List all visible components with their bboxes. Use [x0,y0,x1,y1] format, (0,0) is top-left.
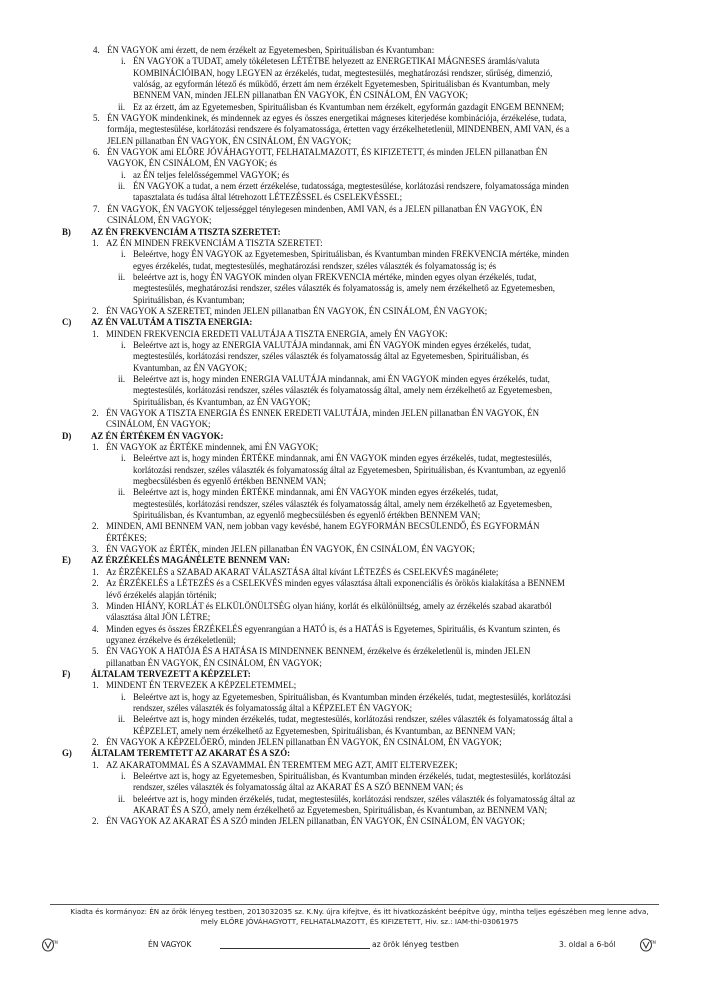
line-text: Minden HIÁNY, KORLÁT és ELKÜLÖNÜLTSÉG olyan hiány, korlát és elkülönültség, amely az érzékelés szabad akaratból [106,600,552,611]
item-marker: i. [121,771,126,781]
item-continuation [0,635,707,646]
sub-item [0,340,707,351]
sub-item [0,249,707,260]
item-marker: 2. [92,408,99,418]
line-text: korlátozási rendszer, széles választék és folyamatosság által az Egyetemesben, Spirituálisban, és Kvantumban, az egyenlő [133,464,566,475]
item-marker: 1. [92,759,99,770]
item-marker: 2. [92,521,99,532]
section-heading [0,555,707,566]
line-text: BENNEM VAN, minden JELEN pillanatban ÉN VAGYOK, ÉN CSINÁLOM, ÉN VAGYOK; [133,90,469,101]
numbered-item [0,204,707,215]
line-text: ÉN VAGYOK A HATÓJA ÉS A HATÁSA IS MINDENNEK BENNEM, érzékelve és érzékeletlenül is, minden JELEN [106,646,531,657]
line-text: ÉN VAGYOK ami érzett, de nem érzékelt az Egyetemesben, Spirituálisban és Kvantumban: [107,45,435,55]
item-marker: 1. [92,442,99,453]
item-marker: 1. [92,328,99,339]
numbered-item [0,147,707,158]
line-text: Az ÉRZÉKELÉS a LÉTEZÉS és a CSELEKVÉS minden egyes választása általi exponenciális és örökös kialakítása a BENNEM [106,578,565,589]
item-marker: ii. [118,271,126,282]
sub-item-continuation [0,295,707,306]
line-text: beleértve azt is, hogy minden érzékelés, tudat, megtestesülés, korlátozási rendszer, széles választék és folyamatosság által az [133,793,576,804]
seal-logo-icon [640,938,656,952]
line-text: ÉN VAGYOK A KÉPZELŐERŐ, minden JELEN pillanatban ÉN VAGYOK, ÉN CSINÁLOM, ÉN VAGYOK; [106,736,502,747]
numbered-item [0,646,707,657]
seal-logo-icon [42,938,58,952]
numbered-item [0,544,707,555]
sub-item-continuation [0,192,707,203]
sub-item [0,487,707,498]
numbered-item [0,816,707,827]
item-marker: F) [62,668,71,679]
line-text: Beleértve azt is, hogy az ENERGIA VALUTÁJA mindannak, ami ÉN VAGYOK minden egyes érzékelés, tudat, [133,339,532,350]
numbered-item [0,329,707,340]
item-marker: D) [62,430,72,441]
item-marker: ii. [118,793,126,804]
line-text: az ÉN teljes felelősségemmel VAGYOK; és [133,169,290,180]
item-marker: 1. [92,237,99,248]
item-marker: 2. [92,816,99,827]
item-marker: 1. [92,680,99,691]
sub-item-continuation [0,68,707,79]
line-text: JELEN pillanatban ÉN VAGYOK, ÉN CSINÁLOM, ÉN VAGYOK; [107,135,352,146]
line-text: KÉPZELET, amely nem érzékelhető az Egyetemesben, Spirituálisban, és Kvantumban, az BENNEM VAN; [133,725,516,736]
item-marker: i. [121,249,126,260]
line-text: ÉN VAGYOK, ÉN VAGYOK teljességgel ténylegesen mindenben, AMI VAN, és a JELEN pillanatban ÉN VAGYOK, ÉN [107,203,543,214]
numbered-item [0,408,707,419]
line-text: megtestesülés, korlátozási rendszer, széles választék és folyamatosság által, amely nem érzékelhető az Egyetemesben, [133,385,553,396]
sub-item-continuation [0,79,707,90]
sub-item [0,453,707,464]
sub-item-continuation [0,805,707,816]
sub-item-continuation [0,782,707,793]
numbered-item [0,567,707,578]
numbered-item [0,306,707,317]
sub-item-continuation [0,385,707,396]
item-marker: ii. [118,714,126,725]
item-marker: ii. [118,487,126,498]
footer-signer: ÉN VAGYOK [148,940,192,949]
sub-item-continuation [0,726,707,737]
item-continuation [0,590,707,601]
sub-item-continuation [0,465,707,476]
line-text: ÉRTÉKES; [106,532,147,543]
item-marker: 1. [92,566,99,577]
section-heading [0,748,707,759]
item-marker: 5. [93,113,100,124]
line-text: Beleértve azt is, hogy minden ÉRTÉKE mindannak, ami ÉN VAGYOK minden egyes érzékelés, tudat, [133,487,499,498]
item-marker: ii. [118,373,126,384]
numbered-item [0,442,707,453]
line-text: megtestesülés, meghatározási rendszer, széles választék és folyamatosság is, amely nem érzékelhető az Egyetemesben, [133,283,556,294]
line-text: MINDEN, AMI BENNEM VAN, nem jobban vagy kevésbé, hanem EGYFORMÁN BECSÜLENDŐ, ÉS EGYFORMÁN [106,521,540,532]
sub-item [0,56,707,67]
item-marker: 6. [93,147,100,158]
numbered-item [0,521,707,532]
sub-item [0,794,707,805]
line-text: KOMBINÁCIÓIBAN, hogy LEGYEN az érzékelés, tudat, megtestesülés, meghatározási rendszer, sűrűség, dimenzió, [133,67,553,78]
item-continuation [0,612,707,623]
page-number: 3. oldal a 6-ból [559,940,616,949]
line-text: Az ÉRZÉKELÉS a SZABAD AKARAT VÁLASZTÁSA által kívánt LÉTEZÉS és CSELEKVÉS magánélete; [106,566,499,577]
numbered-item [0,113,707,124]
document-body [0,45,707,828]
line-text: AZ ÉN FREKVENCIÁM A TISZTA SZERETET: [91,226,281,237]
line-text: AZ ÉN VALUTÁM A TISZTA ENERGIA: [91,317,253,328]
line-text: Beleértve azt is, hogy az Egyetemesben, Spirituálisban, és Kvantumban minden érzékelés, tudat, megtestesülés, korlátozási [133,771,571,781]
item-marker: ii. [118,181,126,192]
svg-text:TM: TM [650,940,656,945]
line-text: választása által JÖN LÉTRE; [106,612,211,623]
line-text: megbecsülésben és egyenlő értékben BENNEM VAN; [133,476,327,487]
item-marker: 3. [92,544,99,555]
line-text: MINDEN FREKVENCIA EREDETI VALUTÁJA A TISZTA ENERGIA, amely ÉN VAGYOK: [106,328,448,339]
sub-item-continuation [0,90,707,101]
line-text: MINDENT ÉN TERVEZEK A KÉPZELETEMMEL; [106,680,297,691]
sub-item-continuation [0,510,707,521]
item-marker: i. [121,339,126,350]
section-heading [0,431,707,442]
line-text: egyes érzékelés, tudat, megtestesülés, meghatározási rendszer, széles választék és folyamatosság is; és [133,260,497,271]
item-marker: E) [62,555,71,566]
line-text: Spirituálisban, és Kvantumban, az egyenlő megbecsülésben és egyenlő értékben BENNEM VAN; [133,510,481,521]
numbered-item [0,578,707,589]
item-continuation [0,215,707,226]
line-text: ÁLTALAM TEREMTETT AZ AKARAT ÉS A SZÓ: [91,748,291,759]
line-text: Minden egyes és összes ÉRZÉKELÉS egyenrangúan a HATÓ is, és a HATÁS is Egyetemes, Spirituális, és Kvantum szinten, és [106,623,561,634]
item-continuation [0,124,707,135]
line-text: AZ AKARATOMMAL ÉS A SZAVAMMAL ÉN TEREMTEM MEG AZT, AMIT ELTERVEZEK; [106,759,458,770]
line-text: Kvantumban, az ÉN VAGYOK; [133,362,248,373]
line-text: Beleértve azt is, hogy minden érzékelés, tudat, megtestesülés, korlátozási rendszer, széles választék és folyamatosság által a [133,714,573,725]
item-marker: 2. [92,305,99,316]
line-text: ÉN VAGYOK az ÉRTÉKE mindennek, ami ÉN VAGYOK; [106,442,319,453]
sub-item-continuation [0,351,707,362]
line-text: ÁLTALAM TERVEZETT A KÉPZELET: [91,668,251,679]
line-text: VAGYOK, ÉN CSINÁLOM, ÉN VAGYOK; és [107,158,277,169]
footer-notice-line2: mely ELŐRE JÓVÁHAGYOTT, FELHATALMAZOTT, ÉS KIFIZETETT, Hiv. sz.: IAM-thi-03061975 [200,916,519,926]
sub-item [0,374,707,385]
sub-item-continuation [0,476,707,487]
line-text: ÉN VAGYOK a tudat, a nem érzett érzékelése, tudatossága, megtestesülése, korlátozási rendszere, folyamatossága minden [133,181,569,192]
sub-item-continuation [0,261,707,272]
sub-item [0,714,707,725]
line-text: Beleértve azt is, hogy az Egyetemesben, Spirituálisban, és Kvantumban minden érzékelés, tudat, megtestesülés, korlátozási [133,691,571,702]
item-continuation [0,158,707,169]
sub-item-continuation [0,283,707,294]
line-text: megtestesülés, korlátozási rendszer, széles választék és folyamatosság által, amely nem érzékelhető az Egyetemesben, [133,498,553,509]
numbered-item [0,601,707,612]
item-marker: 7. [93,203,100,214]
item-continuation [0,419,707,430]
numbered-item [0,737,707,748]
item-marker: 2. [92,578,99,589]
line-text: CSINÁLOM, ÉN VAGYOK; [106,419,211,430]
line-text: ÉN VAGYOK A SZERETET, minden JELEN pillanatban ÉN VAGYOK, ÉN CSINÁLOM, ÉN VAGYOK; [106,305,488,316]
line-text: Ez az érzett, ám az Egyetemesben, Spirituálisban és Kvantumban nem érzékelt, egyformán gazdagít ENGEM BENNEM; [133,101,565,112]
item-marker: 4. [93,45,100,55]
item-marker: i. [121,453,126,464]
line-text: valóság, az egyformán létező és működő, érzett ám nem érzékelt Egyetemesben, Spirituálisban és Kvantumban, mely [133,79,550,90]
item-continuation [0,136,707,147]
line-text: rendszer, széles választék és folyamatosság által a KÉPZELET ÉN VAGYOK; [133,702,413,713]
sub-item-continuation [0,397,707,408]
line-text: ÉN VAGYOK AZ AKARAT ÉS A SZÓ minden JELEN pillanatban, ÉN VAGYOK, ÉN CSINÁLOM, ÉN VAGYOK; [106,816,525,827]
footer-divider [50,904,659,905]
line-text: AZ ÉRZÉKELÉS MAGÁNÉLETE BENNEM VAN: [91,555,290,566]
footer-notice-line1: Kiadta és kormányoz: ÉN az örök lényeg testben, 2013032035 sz. K.Ny. újra kifejtve, és itt hivatkozásként beépítve úgy, mintha teljes egészében meg lenne adva, [70,907,649,916]
line-text: ÉN VAGYOK mindenkinek, és mindennek az egyes és összes energetikai mágneses kiterjedése kombinációja, érzékelése, tudata, [107,113,567,124]
svg-text:TM: TM [52,940,58,945]
item-marker: 5. [92,646,99,657]
line-text: Beleértve, hogy ÉN VAGYOK az Egyetemesben, Spirituálisban, és Kvantumban minden FREKVENCIA mértéke, minden [133,249,569,260]
line-text: pillanatban ÉN VAGYOK, ÉN CSINÁLOM, ÉN VAGYOK; [106,657,322,668]
line-text: tapasztalata és tudása által létrehozott LÉTEZÉSSEL és CSELEKVÉSSEL; [133,192,403,203]
numbered-item [0,45,707,56]
line-text: ugyanez érzékelve és érzékeletlenül; [106,634,236,645]
item-marker: B) [62,226,71,237]
numbered-item [0,624,707,635]
item-marker: i. [121,56,126,67]
section-heading [0,317,707,328]
sub-item-continuation [0,499,707,510]
sub-item-continuation [0,363,707,374]
line-text: CSINÁLOM, ÉN VAGYOK; [107,215,212,226]
footer-notice [24,907,695,926]
line-text: AZ ÉN MINDEN FREKVENCIÁM A TISZTA SZERETET: [106,237,323,248]
section-heading [0,227,707,238]
item-marker: 2. [92,736,99,747]
sub-item [0,272,707,283]
numbered-item [0,238,707,249]
item-marker: 4. [92,623,99,634]
line-text: ÉN VAGYOK A TISZTA ENERGIA ÉS ENNEK EREDETI VALUTÁJA, minden JELEN pillanatban ÉN VAGYOK, ÉN [106,408,539,418]
sub-item [0,170,707,181]
item-continuation [0,658,707,669]
numbered-item [0,680,707,691]
item-marker: 3. [92,600,99,611]
line-text: ÉN VAGYOK a TUDAT, amely tökéletesen LÉTÉTBE helyezett az ENERGETIKAI MÁGNESES áramlás/valuta [133,56,540,67]
line-text: ÉN VAGYOK ami ELŐRE JÓVÁHAGYOTT, FELHATALMAZOTT, ÉS KIFIZETETT, és minden JELEN pillanatban ÉN [107,147,548,158]
section-heading [0,669,707,680]
line-text: Beleértve azt is, hogy minden ENERGIA VALUTÁJA mindannak, ami ÉN VAGYOK minden egyes érzékelés, tudat, [133,373,550,384]
sub-item [0,102,707,113]
line-text: Beleértve azt is, hogy minden ÉRTÉKE mindannak, ami ÉN VAGYOK minden egyes érzékelés, tudat, megtestesülés, [133,453,552,464]
item-continuation [0,533,707,544]
item-marker: ii. [118,101,126,112]
line-text: AZ ÉN ÉRTÉKEM ÉN VAGYOK: [91,430,224,441]
line-text: rendszer, széles választék és folyamatosság által az AKARAT ÉS A SZÓ BENNEM VAN; és [133,782,463,793]
line-text: megtestesülés, korlátozási rendszer, széles választék és folyamatosság által az Egyetemesben, Spirituálisban, és [133,351,529,362]
line-text: formája, megtestesülése, korlátozási rendszere és folyamatossága, értetten vagy érzékelhetetlenül, MINDENBEN, AMI VAN, és a [107,124,570,135]
signature-blank-line [220,948,370,949]
line-text: Spirituálisban, és Kvantumban, az ÉN VAGYOK; [133,396,311,407]
item-marker: i. [121,691,126,702]
item-marker: i. [121,169,126,180]
sub-item [0,181,707,192]
footer-signer-suffix: az örök lényeg testben [372,940,459,949]
line-text: AKARAT ÉS A SZÓ, amely nem érzékelhető az Egyetemesben, Spirituálisban, és Kvantumban, az BENNEM VAN; [133,805,548,816]
line-text: ÉN VAGYOK az ÉRTÉK, minden JELEN pillanatban ÉN VAGYOK, ÉN CSINÁLOM, ÉN VAGYOK; [106,544,475,555]
item-marker: G) [62,748,72,759]
line-text: lévő érzékelés alapján történik; [106,589,217,600]
item-marker: C) [62,317,72,328]
line-text: beleértve azt is, hogy ÉN VAGYOK minden olyan FREKVENCIA mértéke, minden egyes olyan érzékelés, tudat, [133,271,537,282]
line-text: Spirituálisban, és Kvantumban; [133,294,245,305]
sub-item [0,692,707,703]
sub-item [0,771,707,782]
sub-item-continuation [0,703,707,714]
numbered-item [0,760,707,771]
